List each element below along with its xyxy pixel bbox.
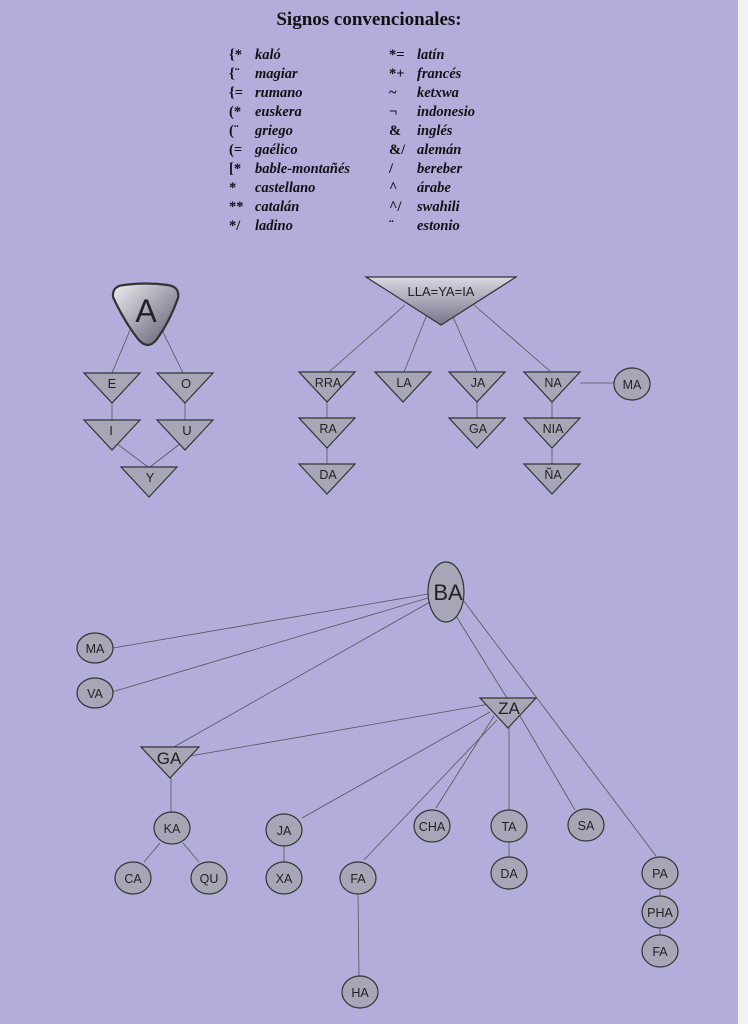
legend-entry: {= rumano xyxy=(229,85,303,101)
diagram-ba-node-fa-2 xyxy=(642,935,678,967)
node-label: LLA=YA=IA xyxy=(407,284,475,299)
node-label: ÑA xyxy=(544,468,562,482)
diagram-lla-node-na xyxy=(524,372,580,402)
node-label: BA xyxy=(433,580,463,605)
diagram-ba-node-ga xyxy=(141,747,199,778)
edge-fa-ha xyxy=(358,895,359,976)
node-label: VA xyxy=(87,687,103,701)
node-label: MA xyxy=(622,378,642,392)
diagram-lla-node-da xyxy=(299,464,355,494)
edge-ba-za xyxy=(456,616,507,698)
node-label: O xyxy=(180,376,192,391)
diagram-lla-node-nia xyxy=(524,418,580,448)
diagram-ba-node-da xyxy=(491,857,527,889)
diagram-a-root-node xyxy=(113,284,178,346)
diagram-ba-node-xa xyxy=(266,862,302,894)
node-label: TA xyxy=(501,820,517,834)
edge-za-sa xyxy=(520,716,575,810)
diagram-lla-node-ja xyxy=(449,372,505,402)
diagram-ba-node-ta xyxy=(491,810,527,842)
diagram-lla-root-node xyxy=(366,277,516,325)
node-label: XA xyxy=(275,872,293,886)
node-label: JA xyxy=(276,824,292,838)
legend-entry: ** catalán xyxy=(229,199,300,215)
legend-entry: ¨ estonio xyxy=(389,218,460,234)
legend-entry: */ ladino xyxy=(229,218,293,234)
node-label: MA xyxy=(85,642,105,656)
edge-ba-ga xyxy=(172,602,430,748)
legend-entry: & inglés xyxy=(389,123,453,139)
diagram-ba-edges xyxy=(112,594,660,976)
edge xyxy=(474,305,551,372)
node-label: LA xyxy=(396,376,412,390)
legend-entry: (* euskera xyxy=(229,104,302,120)
node-label: NIA xyxy=(542,422,564,436)
diagram-a-node-u xyxy=(157,420,213,450)
legend-entry: * castellano xyxy=(229,180,316,196)
legend-entry: &/ alemán xyxy=(389,142,462,158)
legend-entry: ¬ indonesio xyxy=(389,104,476,120)
edge-a-e xyxy=(112,330,130,373)
node-label: QU xyxy=(199,872,219,886)
edge-ba-va xyxy=(112,598,428,692)
diagram-lla-node-ra xyxy=(299,418,355,448)
edge-za-ja xyxy=(302,712,490,818)
node-label: PA xyxy=(652,867,668,881)
legend-entry: ~ ketxwa xyxy=(389,85,459,101)
edge xyxy=(450,310,477,372)
legend-entry: *= latín xyxy=(389,47,445,63)
node-label: FA xyxy=(350,872,366,886)
diagram-ba-node-va xyxy=(77,678,113,708)
node-label: NA xyxy=(544,376,562,390)
node-label: FA xyxy=(652,945,668,959)
edge-a-o xyxy=(162,330,183,373)
diagram-lla-node-la xyxy=(375,372,431,402)
node-label: GA xyxy=(468,422,488,436)
diagram-ba-node-ma xyxy=(77,633,113,663)
diagram-ba-node-fa xyxy=(340,862,376,894)
edge xyxy=(329,305,405,372)
diagram-ba-node-sa xyxy=(568,809,604,841)
diagram-a-node-o xyxy=(157,373,213,403)
edge-za-ga xyxy=(190,704,490,756)
node-label: RA xyxy=(319,422,337,436)
diagram-a-node-e xyxy=(84,373,140,403)
edge-ba-ma xyxy=(113,594,428,648)
node-label: I xyxy=(109,423,113,438)
diagram-ba-node-cha xyxy=(414,810,450,842)
node-label: Y xyxy=(145,470,155,485)
diagram-ba-node-pa xyxy=(642,857,678,889)
legend-entry: [* bable-montañés xyxy=(229,161,351,177)
legend-entry: ^/ swahili xyxy=(389,199,460,215)
legend-entry: (¨ griego xyxy=(229,123,293,139)
node-label: SA xyxy=(577,819,595,833)
node-label: RRA xyxy=(314,376,342,390)
legend-entry: *+ francés xyxy=(389,66,462,82)
diagram-a-node-i xyxy=(84,420,140,450)
legend-entry: ^ árabe xyxy=(389,180,451,196)
edge-ba-pa xyxy=(463,600,656,856)
diagram-a-edges xyxy=(112,330,185,467)
legend-entry: / bereber xyxy=(389,161,463,177)
diagram-lla-node-nya xyxy=(524,464,580,494)
edge-ka-qu xyxy=(183,843,199,862)
legend-title: Signos convencionales: xyxy=(276,9,462,30)
node-label: CA xyxy=(124,872,142,886)
diagram-ba-node-ca xyxy=(115,862,151,894)
diagram-ba-node-ka xyxy=(154,812,190,844)
node-label: CHA xyxy=(418,820,446,834)
node-label: A xyxy=(135,293,157,329)
diagram-ba-node-qu xyxy=(191,862,227,894)
edge-za-cha xyxy=(436,716,494,808)
diagram-ba-node-ha xyxy=(342,976,378,1008)
diagram-lla-node-ga xyxy=(449,418,505,448)
node-label: DA xyxy=(500,867,518,881)
node-label: ZA xyxy=(498,699,520,718)
edge-ka-ca xyxy=(144,843,160,862)
node-label: KA xyxy=(163,822,181,836)
diagram-ba-node-pha xyxy=(642,896,678,928)
legend-entry: {¨ magiar xyxy=(229,66,298,82)
node-label: E xyxy=(107,376,117,391)
diagram-ba-root-node xyxy=(428,562,464,622)
diagram-ba-node-ja xyxy=(266,814,302,846)
legend-entry: {* kaló xyxy=(229,47,281,63)
node-label: JA xyxy=(470,376,486,390)
edge xyxy=(404,312,428,372)
node-label: DA xyxy=(319,468,337,482)
node-label: PHA xyxy=(647,906,673,920)
diagram-lla-node-ma xyxy=(614,368,650,400)
diagram-a-node-y xyxy=(121,467,177,497)
diagram-lla-node-rra xyxy=(299,372,355,402)
legend-entry: (= gaélico xyxy=(229,142,298,158)
node-label: HA xyxy=(351,986,369,1000)
node-label: GA xyxy=(156,749,182,768)
node-label: U xyxy=(182,423,192,438)
